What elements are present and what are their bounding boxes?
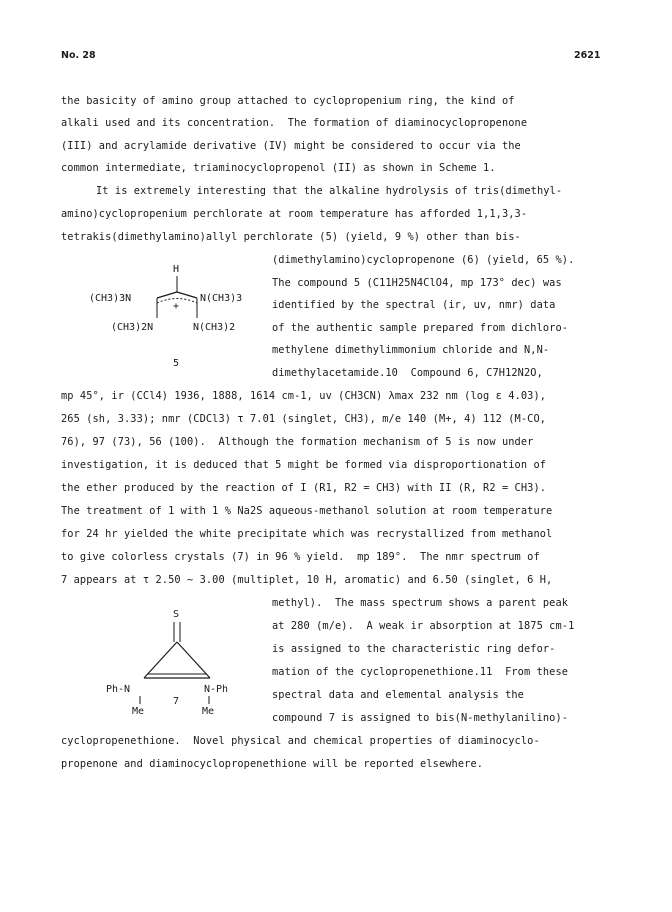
structure-7-sulfur-atom: S: [173, 609, 180, 620]
text-line: propenone and diaminocyclopropenethione will be reported elsewhere.: [61, 758, 484, 770]
text-line: investigation, it is deduced that 5 might be formed via disproportionation of: [61, 459, 547, 471]
text-line: methyl). The mass spectrum shows a parent peak: [272, 597, 569, 609]
journal-issue-number: No. 28: [61, 50, 96, 61]
text-line: to give colorless crystals (7) in 96 % yield. mp 189°. The nmr spectrum of: [61, 551, 540, 563]
text-line: dimethylacetamide.10 Compound 6, C7H12N2O,: [272, 367, 543, 379]
text-line: methylene dimethylimmonium chloride and N,N-: [272, 344, 550, 356]
text-line: The compound 5 (C11H25N4ClO4, mp 173° dec) was: [272, 277, 562, 289]
structure-5-right-bottom-amine: N(CH3)2: [193, 322, 236, 333]
structure-5-left-bottom-amine: (CH3)2N: [111, 322, 154, 333]
text-line: common intermediate, triaminocyclopropenol (II) as shown in Scheme 1.: [61, 162, 496, 174]
structure-7-diagram: [100, 606, 270, 724]
text-line: amino)cyclopropenium perchlorate at room temperature has afforded 1,1,3,3-: [61, 208, 528, 220]
text-line: the basicity of amino group attached to cyclopropenium ring, the kind of: [61, 95, 515, 107]
structure-5-left-top-amine: (CH3)3N: [89, 293, 132, 304]
structure-7-right-methyl: Me: [202, 706, 215, 717]
structure-7-label: 7: [173, 696, 180, 707]
text-line: The treatment of 1 with 1 % Na2S aqueous-methanol solution at room temperature: [61, 505, 553, 517]
bond: [177, 292, 197, 298]
text-line: 76), 97 (73), 56 (100). Although the formation mechanism of 5 is now under: [61, 436, 534, 448]
structure-7-right-amine: N-Ph: [204, 684, 229, 695]
structure-7-left-methyl: Me: [132, 706, 145, 717]
structure-5-charge: +: [173, 301, 180, 312]
text-line: cyclopropenethione. Novel physical and chemical properties of diaminocyclo-: [61, 735, 540, 747]
bond: [177, 642, 210, 678]
structure-5-label: 5: [173, 358, 180, 369]
bond: [144, 642, 177, 678]
text-line: identified by the spectral (ir, uv, nmr) data: [272, 299, 556, 311]
text-line: It is extremely interesting that the alkaline hydrolysis of tris(dimethyl-: [96, 185, 563, 197]
text-line: 265 (sh, 3.33); nmr (CDCl3) τ 7.01 (singlet, CH3), m/e 140 (M+, 4) 112 (M-CO,: [61, 413, 547, 425]
text-line: for 24 hr yielded the white precipitate which was recrystallized from methanol: [61, 528, 553, 540]
text-line: of the authentic sample prepared from dichloro-: [272, 322, 569, 334]
text-line: at 280 (m/e). A weak ir absorption at 1875 cm-1: [272, 620, 575, 632]
text-line: alkali used and its concentration. The formation of diaminocyclopropenone: [61, 117, 528, 129]
structure-7-left-amine: Ph-N: [106, 684, 131, 695]
text-line: tetrakis(dimethylamino)allyl perchlorate (5) (yield, 9 %) other than bis-: [61, 231, 521, 243]
page-number: 2621: [574, 50, 601, 61]
text-line: 7 appears at τ 2.50 ~ 3.00 (multiplet, 10 H, aromatic) and 6.50 (singlet, 6 H,: [61, 574, 553, 586]
text-line: is assigned to the characteristic ring defor-: [272, 643, 556, 655]
bond: [157, 292, 177, 298]
text-line: mp 45°, ir (CCl4) 1936, 1888, 1614 cm-1, uv (CH3CN) λmax 232 nm (log ε 4.03),: [61, 390, 547, 402]
structure-5-h-atom: H: [173, 264, 180, 275]
text-line: (III) and acrylamide derivative (IV) might be considered to occur via the: [61, 140, 521, 152]
text-line: spectral data and elemental analysis the: [272, 689, 524, 701]
text-line: (dimethylamino)cyclopropenone (6) (yield, 65 %).: [272, 254, 575, 266]
text-line: compound 7 is assigned to bis(N-methylanilino)-: [272, 712, 569, 724]
structure-5-diagram: [85, 258, 270, 378]
text-line: the ether produced by the reaction of I (R1, R2 = CH3) with II (R, R2 = CH3).: [61, 482, 547, 494]
text-line: mation of the cyclopropenethione.11 From these: [272, 666, 569, 678]
structure-5-right-top-amine: N(CH3)3: [200, 293, 243, 304]
